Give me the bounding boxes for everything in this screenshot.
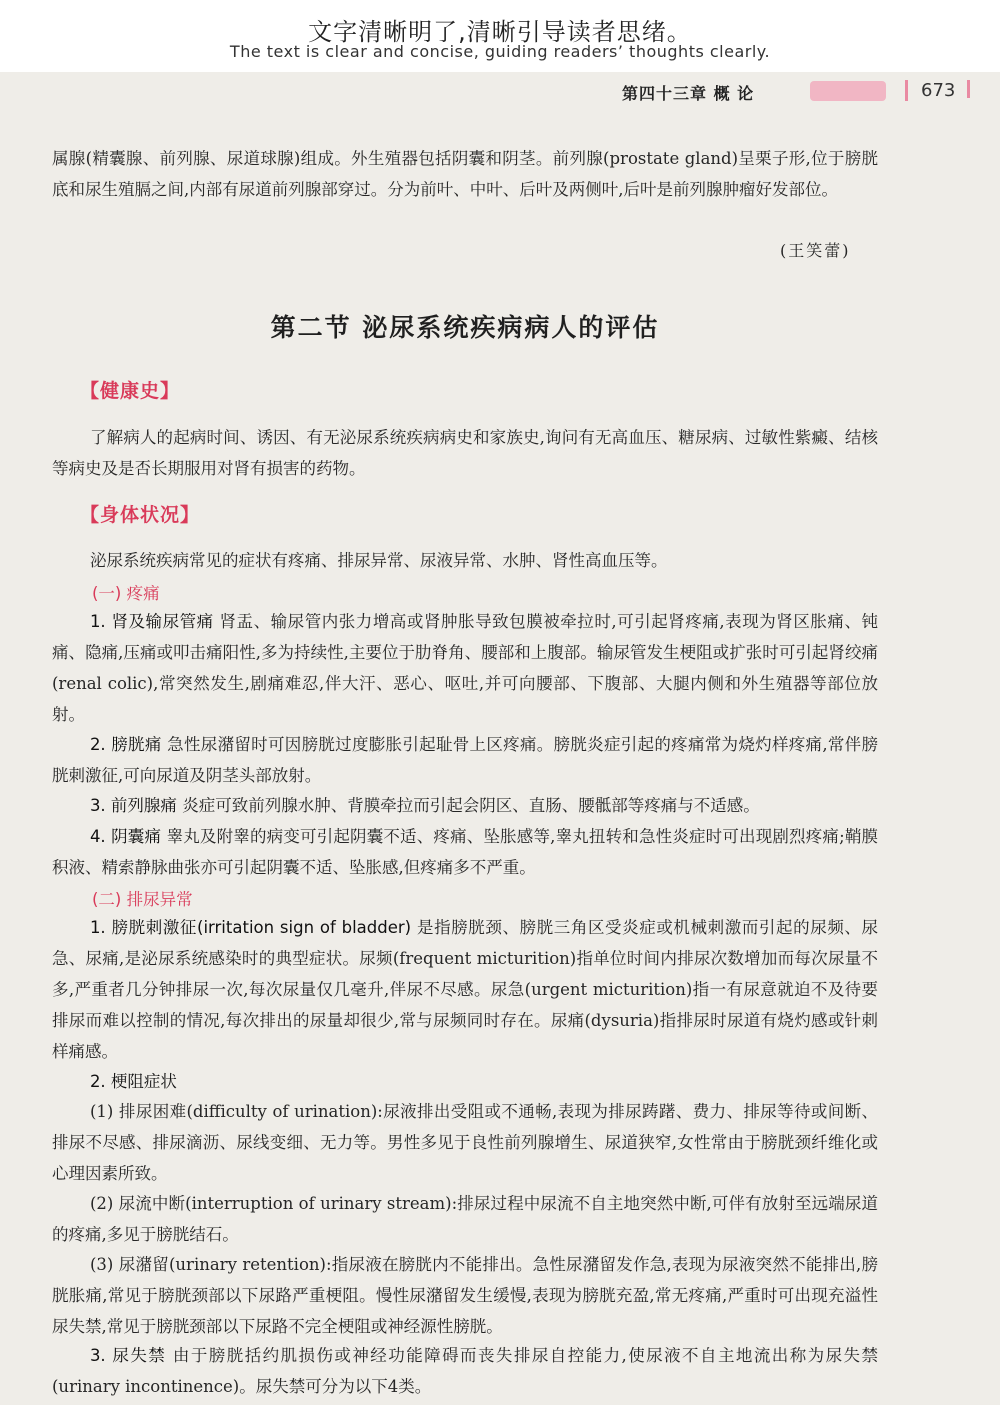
urination-heading: (二) 排尿异常	[92, 890, 193, 909]
running-header	[0, 78, 1000, 108]
stream-interruption-paragraph: (2) 尿流中断(interruption of urinary stream):排尿过程中尿流不自主地突然中断,可伴有放射至远端尿道的疼痛,多见于膀胱结石。	[52, 1194, 878, 1244]
banner-english-caption: The text is clear and concise, guiding readers’ thoughts clearly.	[229, 42, 771, 61]
pain-item-prostate-text: 炎症可致前列腺水肿、背膜牵拉而引起会阴区、直肠、腰骶部等疼痛与不适感。	[182, 796, 760, 815]
pain-item-bladder-text: 急性尿潴留时可因膀胱过度膨胀引起耻骨上区疼痛。膀胱炎症引起的疼痛常为烧灼样疼痛,常伴膀胱刺激征,可向尿道及阴茎头部放射。	[52, 735, 878, 785]
pain-item-bladder-label: 2. 膀胱痛	[89, 735, 162, 754]
banner-chinese-caption: 文字清晰明了,清晰引导读者思绪。	[308, 18, 692, 46]
pain-item-prostate-label: 3. 前列腺痛	[89, 796, 177, 815]
pain-heading: (一) 疼痛	[92, 584, 160, 603]
pain-item-prostate	[52, 790, 878, 821]
bladder-irritation-text: 是指膀胱颈、膀胱三角区受炎症或机械刺激而引起的尿频、尿急、尿痛,是泌尿系统感染时的典型症状。尿频(frequent micturition)指单位时间内排尿次数增加而每次尿量不多,严重者几分钟排尿一次,每次尿量仅几毫升,伴尿不尽感。尿急(urgent micturition)指一有尿意就迫不及待要排尿而难以控制的情况,每次排出的尿量却很少,常与尿频同时存在。尿痛(dysuria)指排尿时尿道有烧灼感或针刺样痛感。	[52, 918, 879, 1061]
physical-status-heading: 【身体状况】	[80, 504, 201, 526]
bladder-irritation-label: 1. 膀胱刺激征(irritation sign of bladder)	[89, 918, 412, 937]
pain-item-scrotum	[52, 821, 878, 883]
health-history-heading: 【健康史】	[80, 380, 181, 402]
incontinence-paragraph	[52, 1340, 878, 1402]
pain-item-kidney-label: 1. 肾及输尿管痛	[89, 612, 214, 631]
promo-banner	[0, 0, 1000, 72]
pain-item-kidney-text: 肾盂、输尿管内张力增高或肾肿胀导致包膜被牵拉时,可引起肾疼痛,表现为肾区胀痛、钝痛、隐痛,压痛或叩击痛阳性,多为持续性,主要位于肋脊角、腰部和上腹部。输尿管发生梗阻或扩张时可引起肾绞痛(renal colic),常突然发生,剧痛难忍,伴大汗、恶心、呕吐,并可向腰部、下腹部、大腿内侧和外生殖器等部位放射。	[52, 612, 878, 724]
incontinence-label: 3. 尿失禁	[89, 1346, 167, 1365]
bladder-irritation-paragraph	[52, 912, 878, 1067]
dysuria-difficulty-paragraph: (1) 排尿困难(difficulty of urination):尿液排出受阻或不通畅,表现为排尿踌躇、费力、排尿等待或间断、排尿不尽感、排尿滴沥、尿线变细、无力等。男性多见于良性前列腺增生、尿道狭窄,女性常由于膀胱颈纤维化或心理因素所致。	[52, 1102, 878, 1183]
intro-paragraph: 属腺(精囊腺、前列腺、尿道球腺)组成。外生殖器包括阴囊和阴茎。前列腺(prostate gland)呈栗子形,位于膀胱底和尿生殖膈之间,内部有尿道前列腺部穿过。分为前叶、中叶、后叶及两侧叶,后叶是前列腺肿瘤好发部位。	[52, 149, 878, 199]
obstruction-label: 2. 梗阻症状	[89, 1072, 177, 1091]
health-history-paragraph: 了解病人的起病时间、诱因、有无泌尿系统疾病病史和家族史,询问有无高血压、糖尿病、过敏性紫癜、结核等病史及是否长期服用对肾有损害的药物。	[52, 428, 878, 478]
pain-item-kidney	[52, 606, 878, 730]
incontinence-text: 由于膀胱括约肌损伤或神经功能障碍而丧失排尿自控能力,使尿液不自主地流出称为尿失禁(urinary incontinence)。尿失禁可分为以下4类。	[52, 1346, 879, 1396]
obstruction-heading	[52, 1066, 878, 1097]
urinary-retention-paragraph: (3) 尿潴留(urinary retention):指尿液在膀胱内不能排出。急性尿潴留发作急,表现为尿液突然不能排出,膀胱胀痛,常见于膀胱颈部以下尿路严重梗阻。慢性尿潴留发生缓慢,表现为膀胱充盈,常无疼痛,严重时可出现充溢性尿失禁,常见于膀胱颈部以下尿路不完全梗阻或神经源性膀胱。	[52, 1255, 878, 1336]
header-tab-decoration	[810, 81, 886, 101]
pain-item-scrotum-label: 4. 阴囊痛	[89, 827, 162, 846]
page-number: 673	[905, 80, 970, 101]
symptoms-intro-paragraph: 泌尿系统疾病常见的症状有疼痛、排尿异常、尿液异常、水肿、肾性高血压等。	[89, 551, 668, 570]
chapter-label: 第四十三章 概 论	[622, 84, 755, 103]
section-title: 第二节 泌尿系统疾病病人的评估	[270, 313, 660, 342]
pain-item-bladder	[52, 729, 878, 791]
pain-item-scrotum-text: 睾丸及附睾的病变可引起阴囊不适、疼痛、坠胀感等,睾丸扭转和急性炎症时可出现剧烈疼痛;鞘膜积液、精索静脉曲张亦可引起阴囊不适、坠胀感,但疼痛多不严重。	[52, 827, 878, 877]
author-signature: (王笑蕾)	[780, 241, 851, 260]
